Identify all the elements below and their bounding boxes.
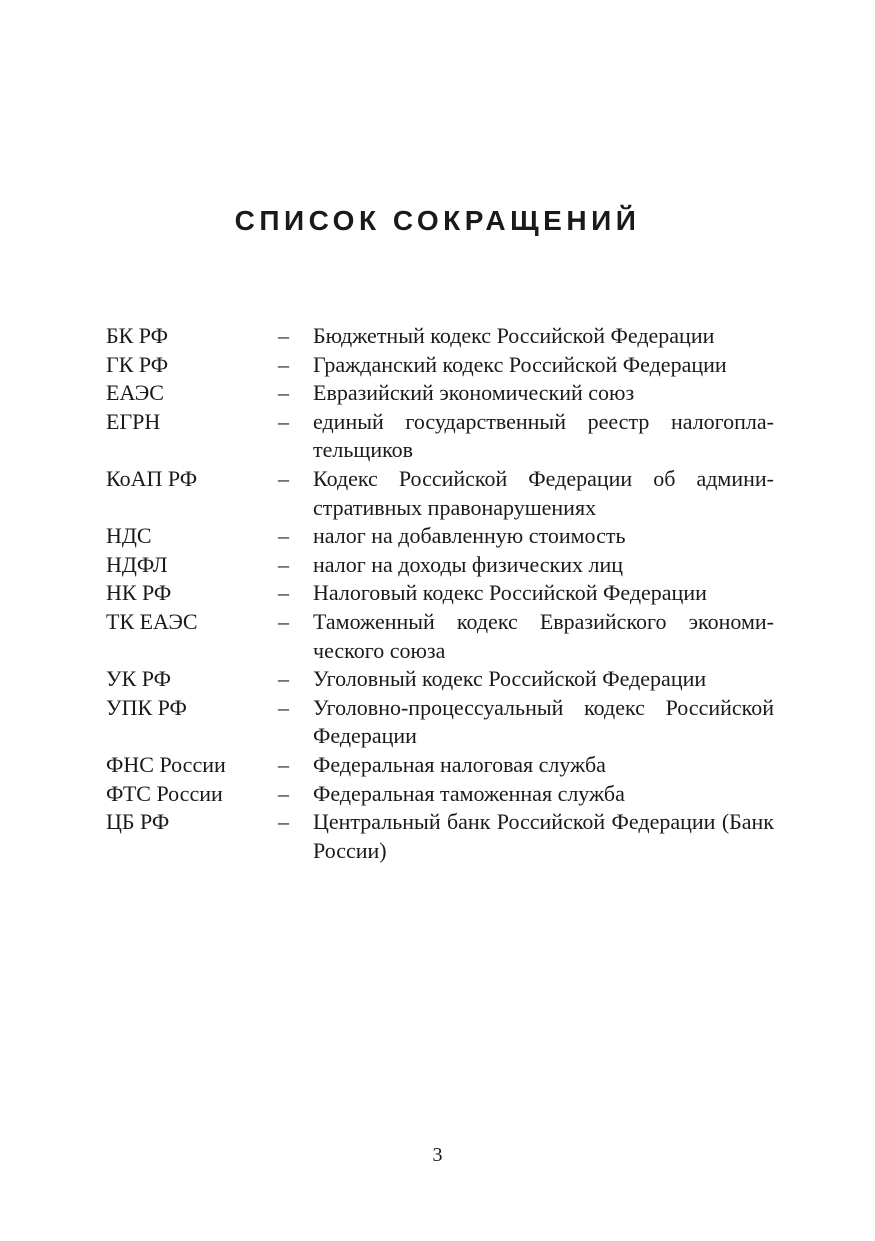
abbreviation-definition: налог на доходы физических лиц [313, 551, 624, 577]
abbreviation-row [106, 608, 774, 665]
abbreviation-term: НК РФ [106, 580, 172, 606]
abbreviation-definition: Налоговый кодекс Российской Федерации [313, 580, 707, 606]
page-title: СПИСОК СОКРАЩЕНИЙ [234, 205, 641, 236]
abbreviation-dash: – [278, 380, 289, 406]
abbreviation-term: КоАП РФ [106, 465, 198, 491]
abbreviation-definition: единый государственный реестр налогоплательщиков [313, 408, 774, 463]
abbreviation-term: НДФЛ [106, 551, 168, 577]
abbreviation-definition: Федеральная таможенная служба [313, 780, 625, 806]
abbreviation-row [106, 351, 774, 380]
abbreviation-dash: – [278, 523, 289, 549]
abbreviation-row [106, 551, 774, 580]
abbreviation-dash: – [278, 809, 289, 835]
abbreviation-dash: – [278, 694, 289, 720]
abbreviation-dash: – [278, 465, 289, 491]
abbreviation-term: ТК ЕАЭС [106, 608, 198, 634]
abbreviation-term: ЕАЭС [106, 380, 164, 406]
abbreviation-definition: Кодекс Российской Федерации об административных правонарушениях [313, 465, 774, 520]
abbreviation-dash: – [278, 751, 289, 777]
abbreviation-definition: Центральный банк Российской Федерации (Банк России) [313, 809, 774, 863]
abbreviation-dash: – [278, 580, 289, 606]
abbreviation-dash: – [278, 666, 289, 692]
abbreviation-term: БК РФ [106, 323, 169, 348]
abbreviation-row [106, 694, 774, 751]
abbreviation-row [106, 322, 774, 351]
abbreviation-row [106, 751, 774, 780]
abbreviation-term: ЕГРН [106, 408, 161, 434]
abbreviation-row [106, 808, 774, 865]
abbreviation-dash: – [278, 551, 289, 577]
abbreviation-row [106, 465, 774, 522]
abbreviation-definition: Гражданский кодекс Российской Федерации [313, 351, 727, 377]
abbreviation-dash: – [278, 323, 289, 348]
abbreviation-definition: налог на добавленную стоимость [313, 523, 626, 549]
abbreviation-dash: – [278, 408, 289, 434]
abbreviation-dash: – [278, 780, 289, 806]
abbreviation-term: ЦБ РФ [106, 809, 170, 835]
abbreviation-term: ГК РФ [106, 351, 169, 377]
abbreviation-definition: Уголовный кодекс Российской Федерации [313, 666, 707, 692]
abbreviation-definition: Евразийский экономический союз [313, 380, 635, 406]
abbreviation-definition: Федеральная налоговая служба [313, 751, 606, 777]
abbreviation-row [106, 579, 774, 608]
abbreviation-row [106, 665, 774, 694]
abbreviation-row [106, 780, 774, 809]
abbreviation-row [106, 522, 774, 551]
abbreviation-term: ФНС России [106, 751, 226, 777]
abbreviation-term: НДС [106, 523, 152, 549]
abbreviation-dash: – [278, 608, 289, 634]
page-number: 3 [432, 1144, 443, 1166]
abbreviation-dash: – [278, 351, 289, 377]
abbreviation-term: ФТС России [106, 780, 223, 806]
abbreviation-definition: Уголовно-процессуальный кодекс Российской Федерации [313, 694, 774, 749]
abbreviation-row [106, 379, 774, 408]
abbreviation-definition: Бюджетный кодекс Российской Федерации [313, 323, 715, 348]
abbreviation-definition: Таможенный кодекс Евразийского экономического союза [313, 608, 774, 663]
abbreviation-term: УПК РФ [106, 694, 187, 720]
abbreviation-row [106, 408, 774, 465]
abbreviation-term: УК РФ [106, 666, 171, 692]
abbreviation-list [106, 322, 774, 865]
